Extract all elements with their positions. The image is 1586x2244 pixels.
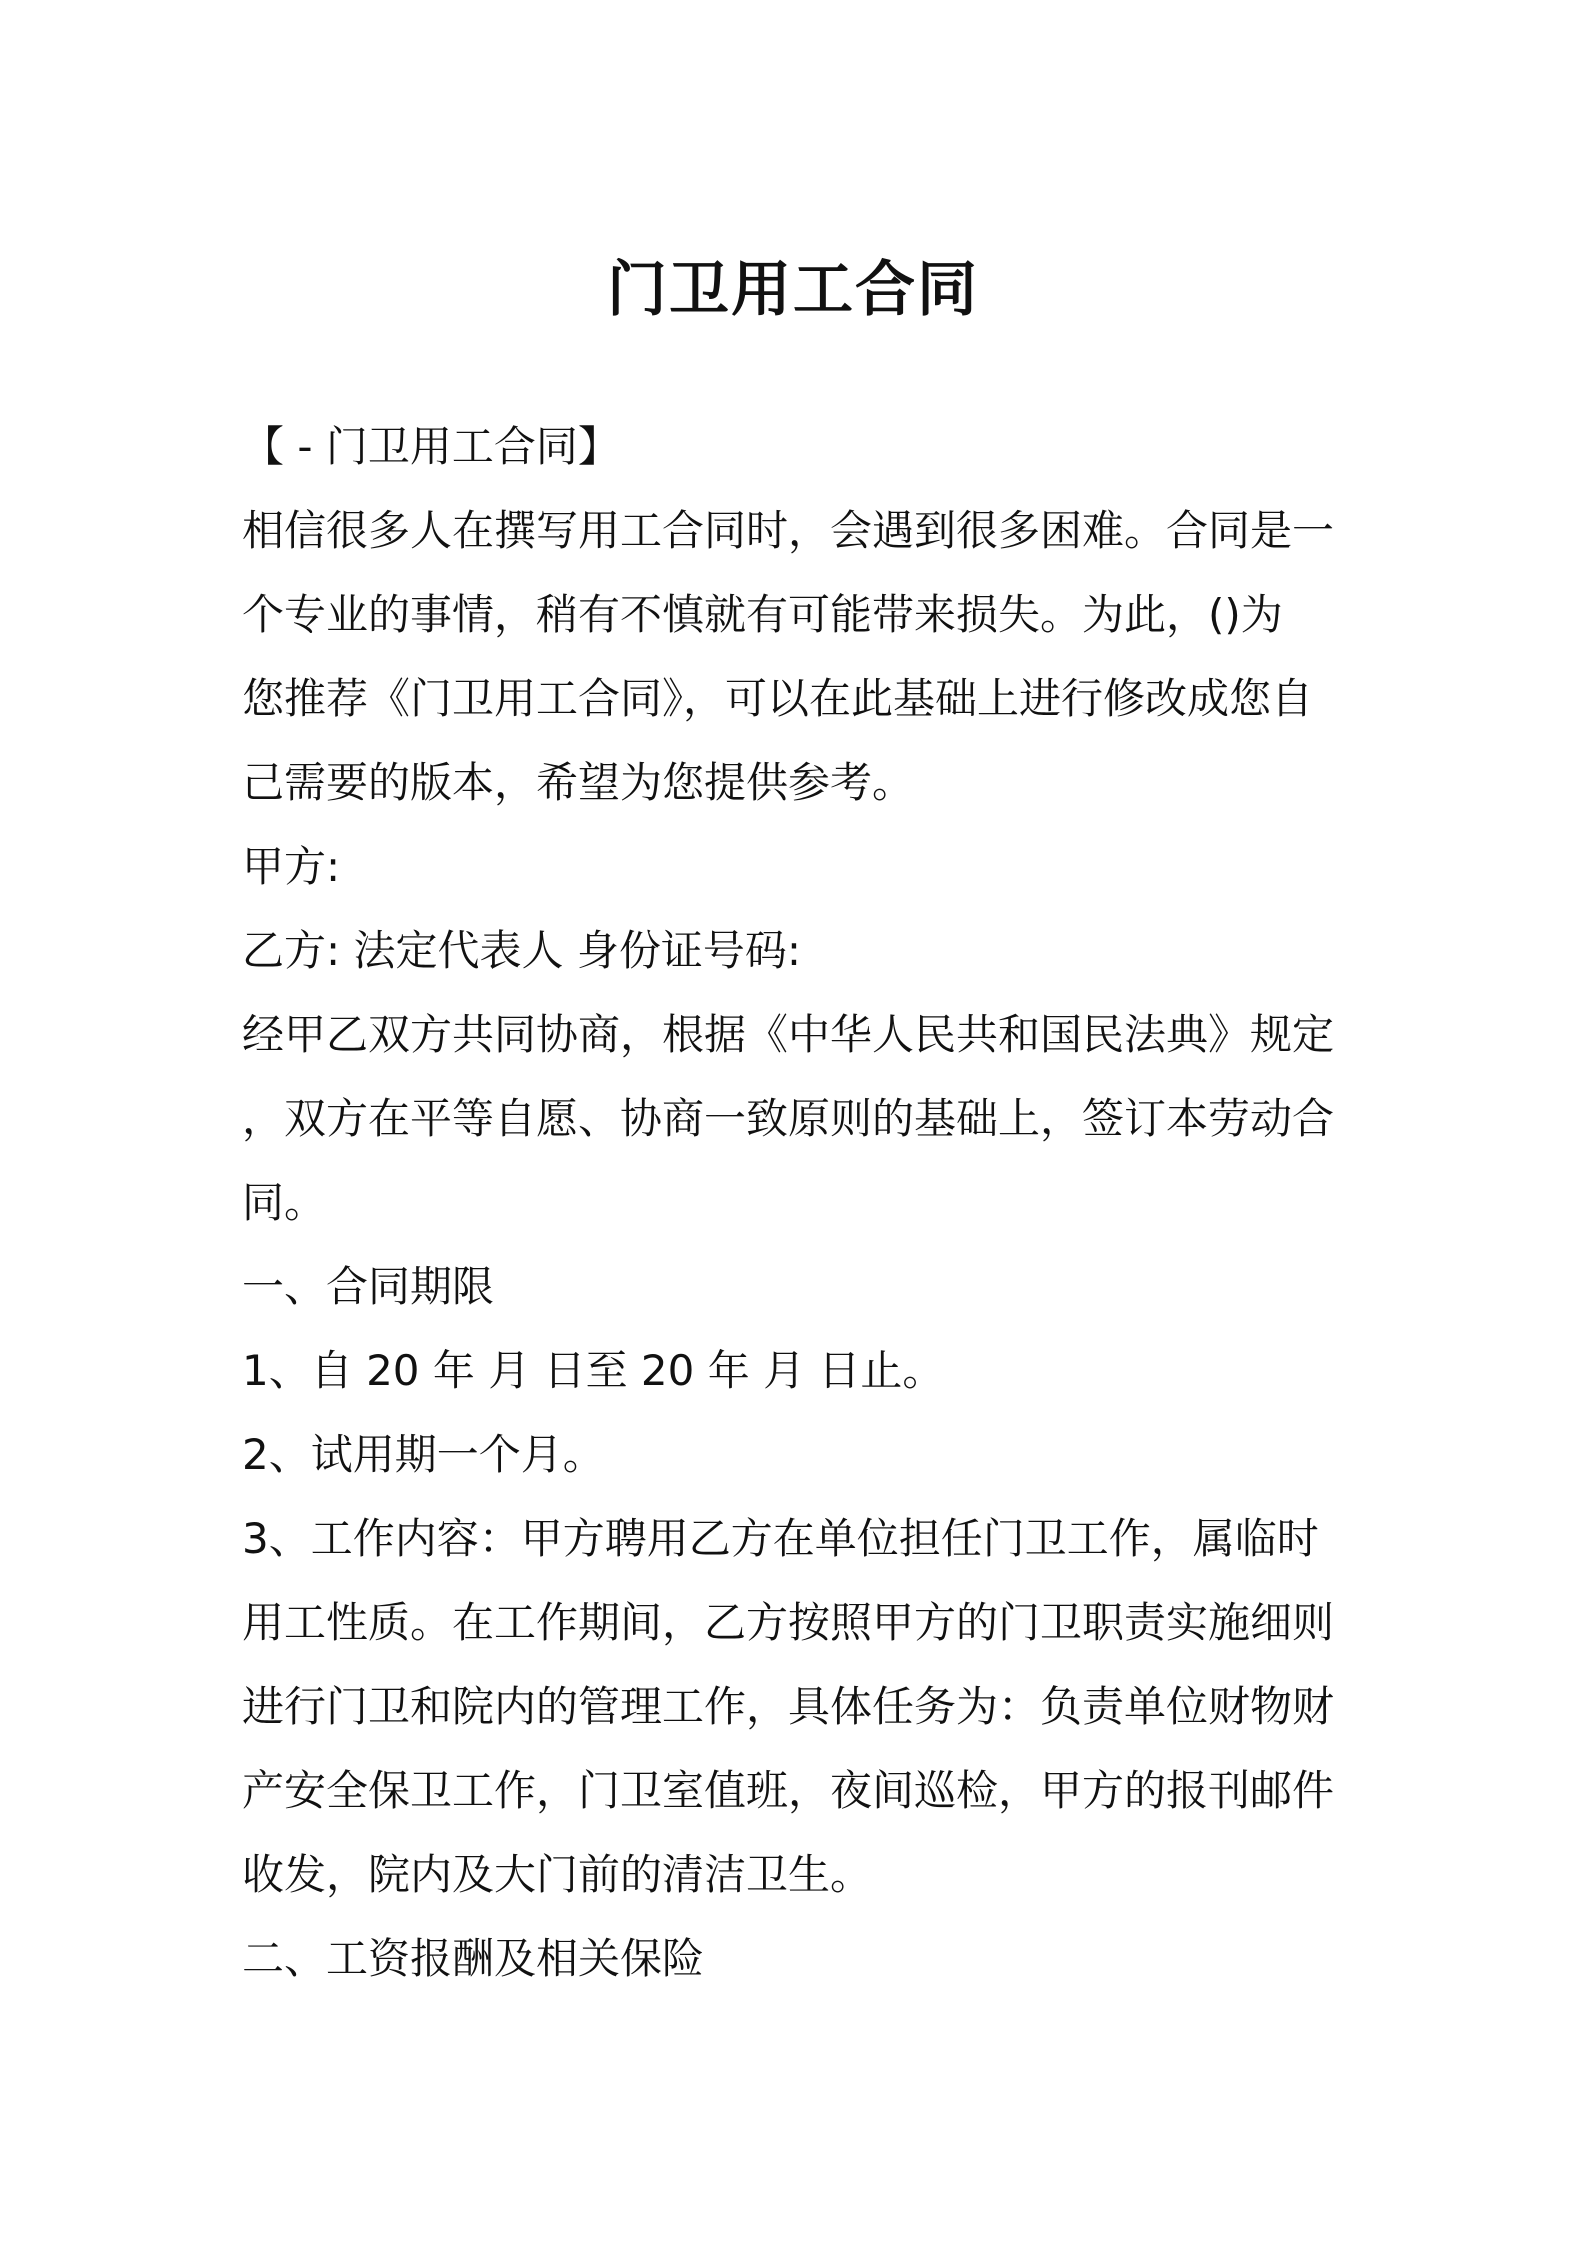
intro-line-3: 您推荐《门卫用工合同》，可以在此基础上进行修改成您自 — [242, 674, 1314, 723]
agreement-line-2: ，双方在平等自愿、协商一致原则的基础上，签订本劳动合 — [242, 1094, 1335, 1143]
subtitle-line: 【 - 门卫用工合同】 — [242, 422, 620, 471]
party-b-line: 乙方: 法定代表人 身份证号码: — [242, 926, 802, 975]
clause-3-line-1: 3、工作内容：甲方聘用乙方在单位担任门卫工作，属临时 — [242, 1514, 1319, 1563]
section-heading-wages: 二、工资报酬及相关保险 — [242, 1934, 705, 1983]
document-body — [242, 405, 1352, 2001]
party-a-line: 甲方: — [242, 842, 341, 891]
intro-line-2: 个专业的事情，稍有不慎就有可能带来损失。为此，()为 — [242, 590, 1283, 639]
clause-1: 1、自 20 年 月 日至 20 年 月 日止。 — [242, 1346, 945, 1395]
clause-2: 2、试用期一个月。 — [242, 1430, 605, 1479]
clause-3-line-4: 产安全保卫工作，门卫室值班，夜间巡检，甲方的报刊邮件 — [242, 1766, 1335, 1815]
agreement-line-1: 经甲乙双方共同协商，根据《中华人民共和国民法典》规定 — [242, 1010, 1335, 1059]
section-heading-term: 一、合同期限 — [242, 1262, 495, 1311]
intro-line-4: 己需要的版本，希望为您提供参考。 — [242, 758, 915, 807]
agreement-line-3: 同。 — [242, 1178, 327, 1227]
document-title: 门卫用工合同 — [607, 255, 979, 325]
clause-3-line-2: 用工性质。在工作期间，乙方按照甲方的门卫职责实施细则 — [242, 1598, 1335, 1647]
intro-line-1: 相信很多人在撰写用工合同时，会遇到很多困难。合同是一 — [242, 506, 1335, 555]
clause-3-line-5: 收发，院内及大门前的清洁卫生。 — [242, 1850, 873, 1899]
clause-3-line-3: 进行门卫和院内的管理工作，具体任务为：负责单位财物财 — [242, 1682, 1335, 1731]
